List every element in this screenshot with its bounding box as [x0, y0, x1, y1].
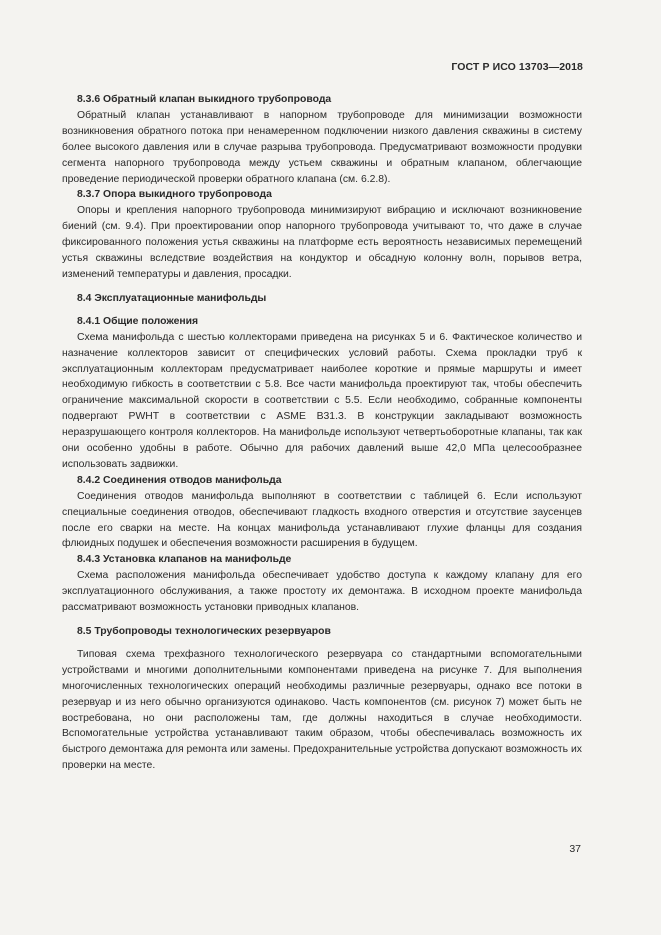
heading-8-4: 8.4 Эксплуатационные манифольды	[77, 292, 267, 304]
heading-8-3-6: 8.3.6 Обратный клапан выкидного трубопровода	[77, 94, 332, 105]
paragraph-8-4-3: Схема расположения манифольда обеспечивает удобство доступа к каждому клапану для его эксплуатационного обслуживания, а также простоту их демонтажа. В исходном проекте манифольда рассматривают возможность установки приводных клапанов.	[62, 570, 582, 614]
standard-designation: ГОСТ Р ИСО 13703—2018	[451, 61, 583, 73]
paragraph-8-3-6: Обратный клапан устанавливают в напорном трубопроводе для минимизации возможности возникновения обратного потока при ненамеренном подключении низкого давления скважины в систему более высокого давления или в случае разрыва трубопровода. Предусматривают возможности продувки сегмента напорного трубопровода между устьем скважины и обратным клапаном, облегчающие проведение периодической проверки обратного клапана (см. 6.2.8).	[62, 109, 582, 185]
document-body	[62, 92, 582, 774]
heading-8-5: 8.5 Трубопроводы технологических резервуаров	[77, 626, 331, 637]
paragraph-8-4-1: Схема манифольда с шестью коллекторами приведена на рисунках 5 и 6. Фактическое количество и назначение коллекторов зависит от специфических условий работы. Схема прокладки труб к эксплуатационным коллекторам предусматривает наиболее короткие и прямые маршруты и имеет необходимую гибкость в соответствии с 5.8. Все части манифольда проектируют так, чтобы обеспечить ограничение максимальной скорости в соответствии с 5.5. Если необходимо, собранные компоненты подвергают PWHT в соответствии с ASME B31.3. В конструкции закладывают возможность неразрушающего контроля коллекторов. На манифольде используют четвертьоборотные клапаны, так как они особенно удобны в работе. Обычно для рабочих давлений выше 42,0 МПа целесообразнее использовать задвижки.	[62, 331, 582, 470]
heading-8-3-7: 8.3.7 Опора выкидного трубопровода	[77, 189, 272, 201]
paragraph-8-4-2: Соединения отводов манифольда выполняют в соответствии с таблицей 6. Если используют специальные соединения отводов, обеспечивают гладкость входного отверстия и отсутствие заусенцев после его сварки на месте. На концах манифольда устанавливают глухие фланцы для создания флюидных подушек и обеспечения возможности расширения в будущем.	[62, 490, 582, 550]
paragraph-8-3-7: Опоры и крепления напорного трубопровода минимизируют вибрацию и исключают возникновение биений (см. 9.4). При проектировании опор напорного трубопровода учитывают то, что даже в случае фиксированного положения устья скважины на платформе есть вероятность независимых перемещений устья скважины вследствие воздействия на кондуктор и обсадную колонну волн, порывов ветра, изменений температуры и давления, просадки.	[62, 205, 582, 280]
heading-8-4-3: 8.4.3 Установка клапанов на манифольде	[77, 554, 292, 566]
heading-8-4-2: 8.4.2 Соединения отводов манифольда	[77, 474, 282, 486]
page-number: 37	[569, 843, 581, 855]
paragraph-8-5: Типовая схема трехфазного технологического резервуара со стандартными вспомогательными устройствами и многими дополнительными компонентами приведена на рисунке 7. Для выполнения многочисленных технологических операций необходимы различные резервуары, однако все потоки в резервуар и из него обычно организуются одинаково. Часть компонентов (см. рисунок 7) может быть не востребована, но они расположены там, где должны находиться в случае необходимости. Вспомогательные устройства устанавливают таким образом, чтобы обеспечивалась возможность их быстрого демонтажа для ремонта или замены. Предохранительные устройства допускают возможность их проверки на месте.	[62, 648, 582, 772]
heading-8-4-1: 8.4.1 Общие положения	[77, 315, 199, 327]
